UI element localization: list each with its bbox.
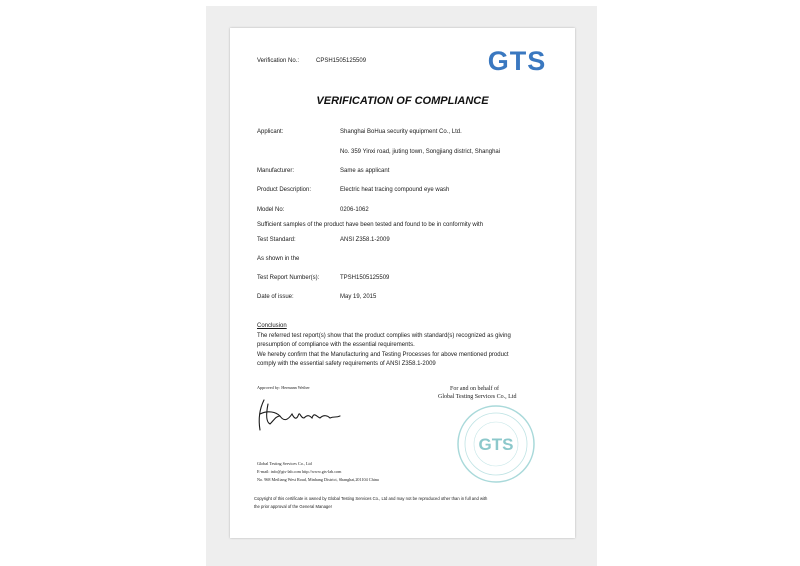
product-label: Product Description: [257, 187, 312, 193]
behalf-line-2: Global Testing Services Co., Ltd [438, 394, 517, 400]
conclusion-line-4: comply with the essential safety requirements of ANSI Z358.1-2009 [257, 361, 436, 367]
applicant-label: Applicant: [257, 129, 284, 135]
date-value: May 19, 2015 [340, 294, 377, 300]
verification-label: Verification No.: [257, 58, 300, 64]
footer-address: No. 968 Meiliang West Road, Minhang District, Shanghai,201104 China [257, 477, 379, 482]
copyright-line-2: the prior approval of the General Manager [254, 504, 332, 509]
conclusion-line-3: We hereby confirm that the Manufacturing and Testing Processes for above mentioned product [257, 352, 509, 358]
footer-contact: E-mail: info@gts-lab.com http://www.gts-lab.com [257, 469, 342, 474]
applicant-address: No. 359 Yinxi road, jiuting town, Songjiang district, Shanghai [340, 149, 501, 155]
standard-value: ANSI Z358.1-2009 [340, 237, 390, 243]
conclusion-line-2: presumption of compliance with the essential requirements. [257, 342, 415, 348]
report-value: TPSH1505125509 [340, 275, 390, 281]
page-title: VERIFICATION OF COMPLIANCE [316, 95, 489, 107]
approved-by: Approved by: Hermann Weiher [257, 385, 310, 390]
copyright-line-1: Copyright of this certificate is owned by Global Testing Services Co., Ltd and may not be reproduced other than in full and with [254, 496, 488, 501]
as-shown-text: As shown in the [257, 256, 300, 262]
verification-number: CPSH1505125509 [316, 58, 367, 64]
certificate-document [230, 28, 575, 538]
manufacturer-label: Manufacturer: [257, 168, 295, 174]
product-value: Electric heat tracing compound eye wash [340, 187, 450, 193]
gts-logo-text: GTS [487, 46, 547, 74]
company-stamp [455, 403, 537, 485]
standard-label: Test Standard: [257, 237, 296, 243]
applicant-name: Shanghai BoHua security equipment Co., Ltd. [340, 129, 462, 135]
model-label: Model No: [257, 207, 285, 213]
behalf-line-1: For and on behalf of [450, 386, 499, 392]
conclusion-heading: Conclusion [257, 323, 287, 329]
model-value: 0206-1062 [340, 207, 369, 213]
stamp-text: GTS [478, 435, 514, 454]
conclusion-line-1: The referred test report(s) show that the product complies with standard(s) recognized as giving [257, 333, 511, 339]
conformity-statement: Sufficient samples of the product have been tested and found to be in conformity with [257, 222, 484, 228]
manufacturer-value: Same as applicant [340, 168, 390, 174]
footer-company: Global Testing Services Co., Ltd [257, 461, 312, 466]
date-label: Date of issue: [257, 294, 294, 300]
report-label: Test Report Number(s): [257, 275, 320, 281]
gts-logo [482, 46, 552, 74]
signature-image [250, 394, 345, 434]
